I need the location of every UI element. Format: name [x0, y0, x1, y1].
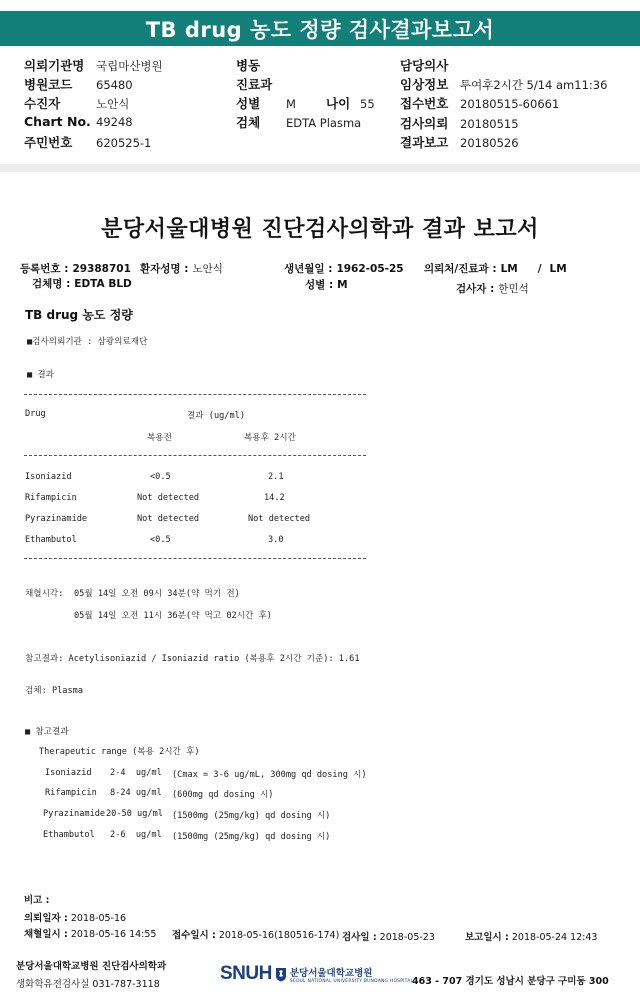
column-result: 결과 (ug/ml) [187, 411, 245, 421]
header-department: 진료과 [236, 77, 273, 92]
report-datetime: 보고일시 : 2018-05-24 12:43 [465, 932, 598, 943]
reference-heading: ■ 참고결과 [25, 727, 69, 737]
header-age: 나이 55 [326, 96, 375, 111]
reference-note: (1500mg (25mg/kg) qd dosing 시) [172, 832, 331, 842]
remarks-label: 비고 : [24, 895, 50, 906]
drug-name: Isoniazid [25, 472, 72, 482]
post-dose-value: Not detected [248, 514, 311, 524]
header-doctor: 담당의사 [400, 58, 449, 73]
drug-name: Rifampicin [25, 493, 77, 503]
header-specimen: 검체 EDTA Plasma [236, 115, 362, 130]
hospital-emblem-icon [275, 967, 287, 982]
reference-range: 2-4 ug/ml [110, 768, 162, 778]
pre-dose-value: <0.5 [150, 535, 171, 545]
collection-time-post: 05월 14일 오전 11시 36분(약 먹고 02시간 후) [74, 611, 272, 621]
receipt-date: 접수일시 : 2018-05-16(180516-174) [172, 930, 340, 941]
drug-name: Pyrazinamide [25, 514, 88, 524]
table-top-rule [24, 394, 366, 395]
header-resident-no: 주민번호 620525-1 [24, 135, 152, 150]
logo-english-name: SEOUL NATIONAL UNIVERSITY BUNDANG HOSPITAL [289, 978, 414, 984]
header-chart-no: Chart No. 49248 [24, 114, 133, 129]
specimen-type: 검체: Plasma [25, 686, 83, 696]
reference-range: 8-24 ug/ml [110, 788, 162, 798]
header-report-date: 결과보고 20180526 [400, 135, 519, 150]
reference-note: (600mg qd dosing 시) [172, 790, 274, 800]
table-header-rule [24, 455, 366, 456]
pre-dose-value: Not detected [137, 514, 200, 524]
section-divider [0, 164, 640, 172]
reference-note: (Cmax = 3-6 ug/mL, 300mg qd dosing 시) [172, 770, 367, 780]
lab-phone: 생화학유전검사실 031-787-3118 [16, 979, 160, 990]
result-heading: ■ 결과 [27, 370, 54, 380]
reference-range: 2-6 ug/ml [110, 830, 162, 840]
testing-lab: ■검사의뢰기관 : 삼광의료재단 [27, 337, 148, 347]
column-pre-dose: 복용전 [147, 433, 172, 443]
post-dose-value: 2.1 [268, 472, 284, 482]
header-ward: 병동 [236, 58, 261, 73]
report-title: 분당서울대병원 진단검사의학과 결과 보고서 [101, 217, 539, 242]
report-banner: TB drug 농도 정량 검사결과보고서 [0, 11, 640, 46]
test-date: 검사일 : 2018-05-23 [342, 932, 435, 943]
patient-name: 환자성명 : 노안식 [140, 263, 223, 275]
test-section-title: TB drug 농도 정량 [25, 308, 133, 322]
pre-dose-value: <0.5 [150, 472, 171, 482]
reference-drug: Rifampicin [45, 788, 97, 798]
hospital-address: 463 - 707 경기도 성남시 분당구 구미동 300 [412, 976, 609, 987]
specimen-name: 검체명 : EDTA BLD [32, 278, 132, 290]
registration-number: 등록번호 : 29388701 [20, 263, 131, 275]
reference-note: (1500mg (25mg/kg) qd dosing 시) [172, 811, 331, 821]
department-name: 분당서울대학교병원 진단검사의학과 [16, 961, 167, 972]
snuh-wordmark: SNUH [220, 963, 272, 984]
requesting-department: 의뢰처/진료과 : LM / LM [424, 263, 567, 275]
header-hospital-name: 의뢰기관명 국립마산병원 [24, 58, 163, 73]
header-receipt-no: 접수번호 20180515-60661 [400, 96, 560, 111]
therapeutic-range-intro: Therapeutic range (복용 2시간 후) [39, 747, 200, 757]
request-date: 의뢰일자 : 2018-05-16 [24, 913, 127, 924]
drug-name: Ethambutol [25, 535, 77, 545]
collection-time-pre: 05월 14일 오전 09시 34분(약 먹기 전) [74, 589, 240, 599]
post-dose-value: 3.0 [268, 535, 284, 545]
table-bottom-rule [24, 558, 366, 559]
reference-range: 20-50 ug/ml [106, 809, 163, 819]
lab-report-document [0, 172, 640, 1000]
reference-drug: Pyrazinamide [43, 809, 106, 819]
date-of-birth: 생년월일 : 1962-05-25 [284, 263, 404, 275]
header-patient: 수진자 노안식 [24, 96, 130, 111]
collection-time-label: 채혈시각: [25, 589, 64, 599]
column-post-dose: 복용후 2시간 [244, 433, 296, 443]
pre-dose-value: Not detected [137, 493, 200, 503]
reference-drug: Isoniazid [45, 768, 92, 778]
examiner: 검사자 : 한민석 [456, 283, 529, 295]
snuh-logo [220, 963, 413, 985]
header-request-date: 검사의뢰 20180515 [400, 116, 519, 131]
reference-drug: Ethambutol [43, 830, 95, 840]
patient-sex: 성별 : M [305, 279, 348, 291]
post-dose-value: 14.2 [264, 493, 285, 503]
header-sex: 성별 M [236, 96, 296, 111]
column-drug: Drug [25, 409, 46, 419]
draw-date: 채혈일시 : 2018-05-16 14:55 [24, 929, 157, 940]
header-hospital-code: 병원코드 65480 [24, 77, 133, 92]
header-clinical-info: 임상정보 투여후2시간 5/14 am11:36 [400, 77, 608, 92]
reference-result: 참고결과: Acetylisoniazid / Isoniazid ratio (복용후 2시간 기준): 1.61 [25, 654, 360, 664]
logo-korean-name: 분당서울대학교병원 [289, 967, 373, 979]
